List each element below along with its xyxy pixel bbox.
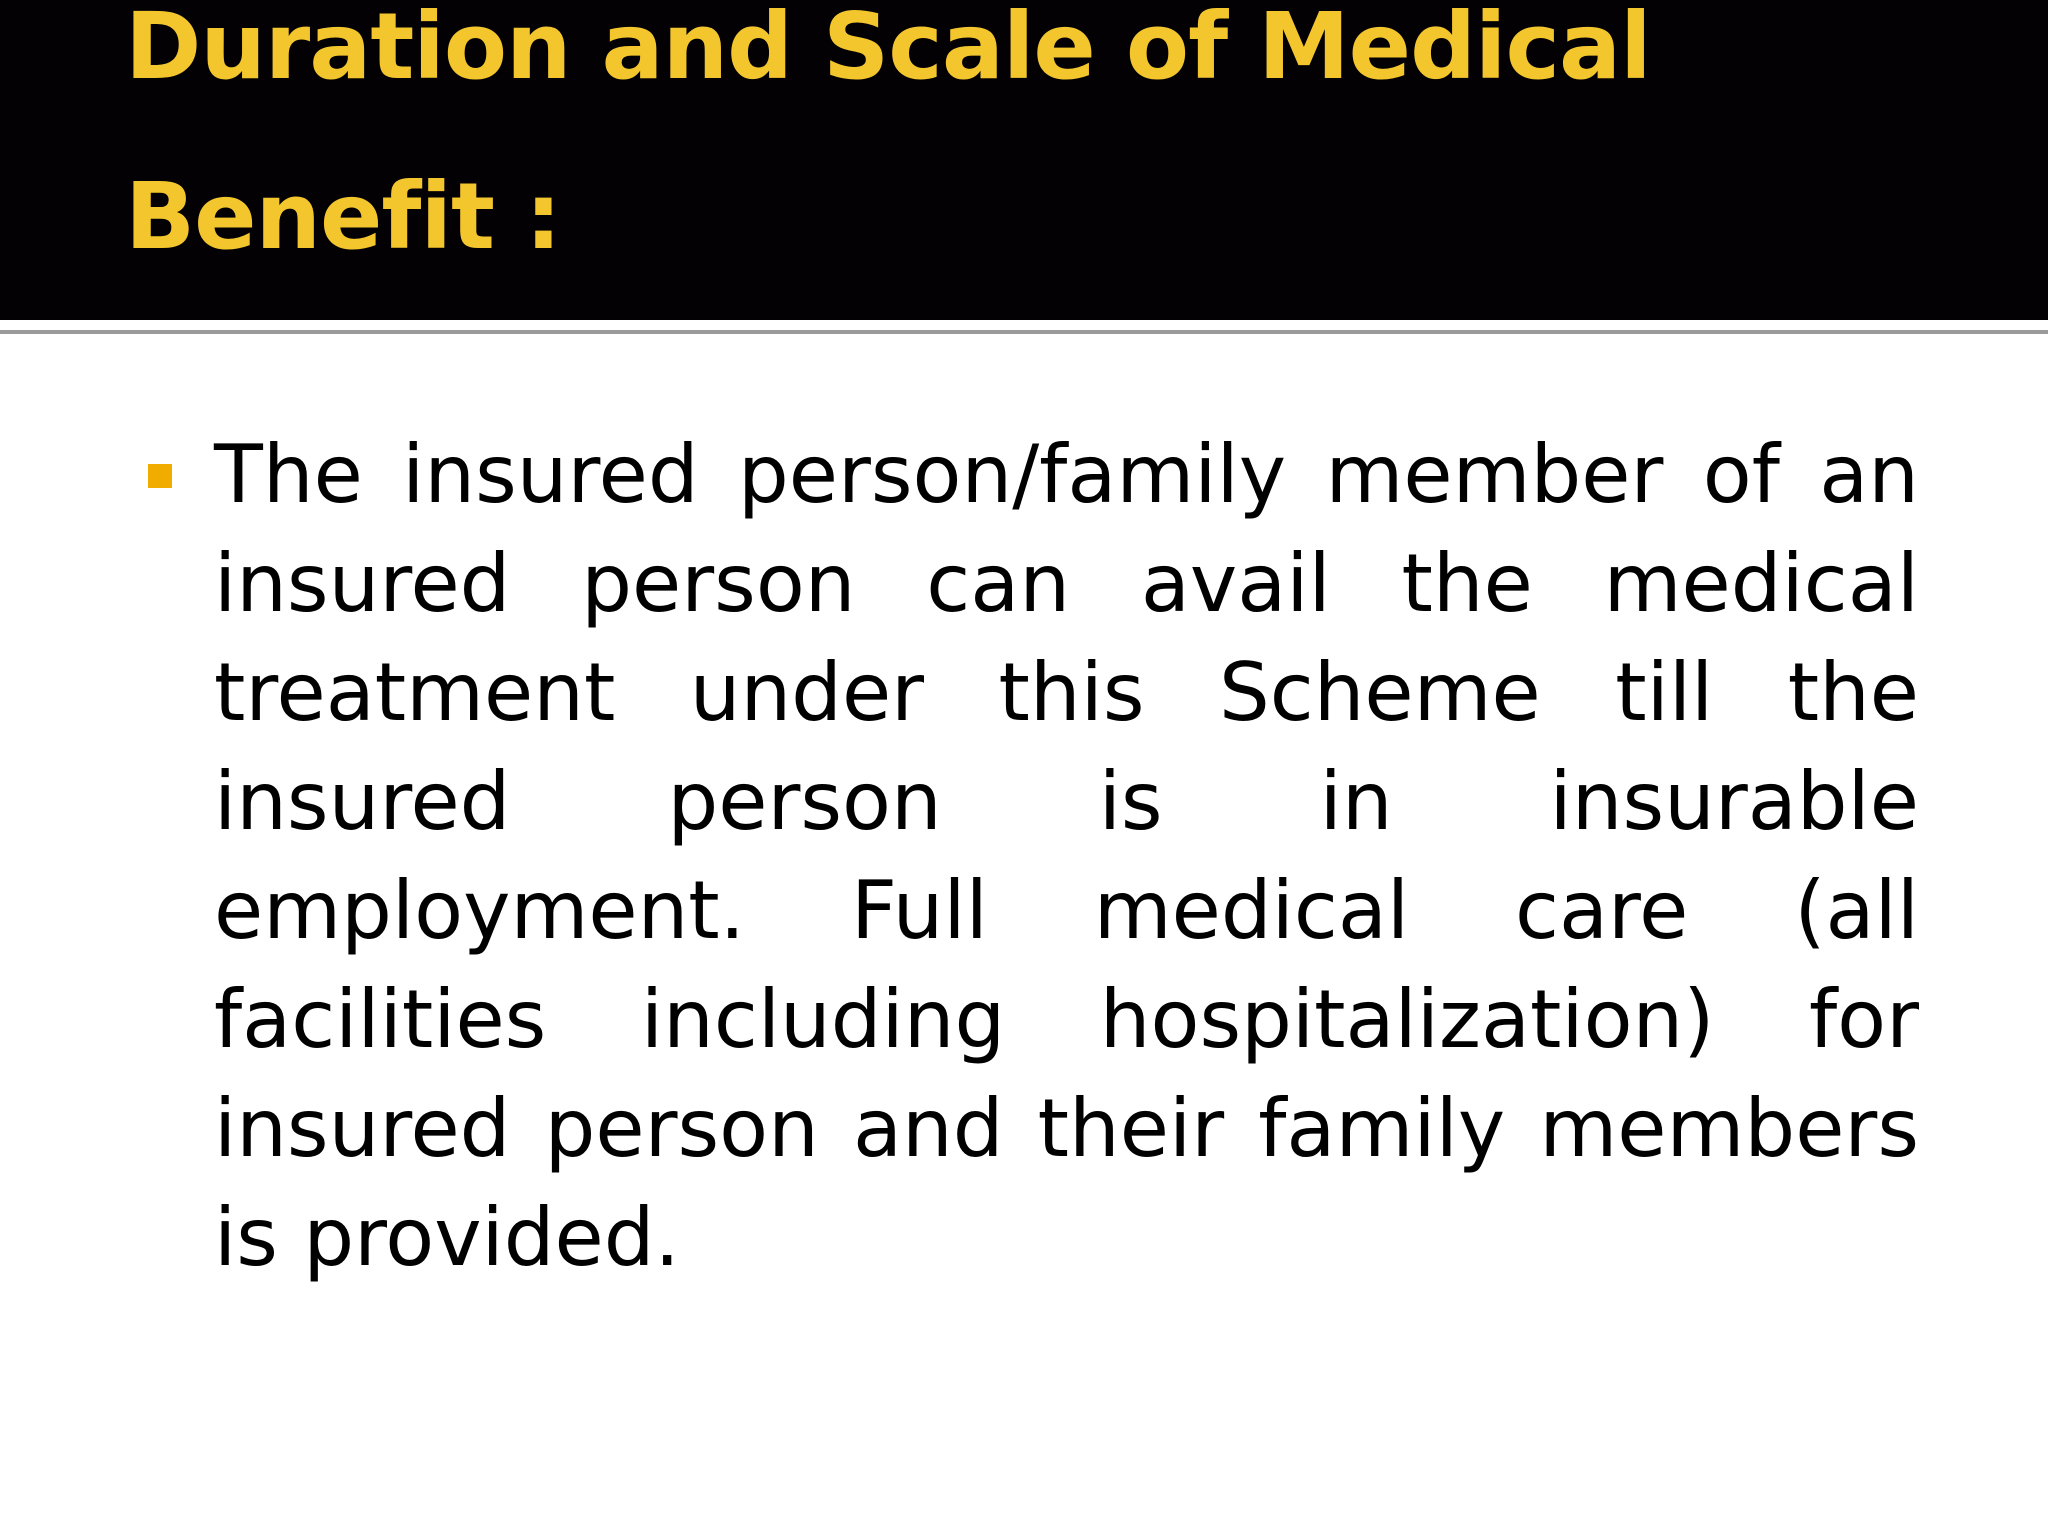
slide-content — [148, 420, 1928, 1320]
slide-title: Duration and Scale of Medical Benefit : — [125, 0, 1682, 270]
title-bar — [0, 0, 2048, 320]
bullet-text: The insured person/family member of an insured person can avail the medical treatment under this Scheme till the insured person is in insurable employment. Full medical care (all facilities including hospitalization) for insured person and their family members is provided. — [214, 428, 1919, 1284]
title-divider-white-line — [0, 320, 2048, 330]
square-bullet-icon — [148, 464, 172, 488]
bullet-item — [148, 420, 1928, 1292]
title-divider-gray-line — [0, 330, 2048, 334]
